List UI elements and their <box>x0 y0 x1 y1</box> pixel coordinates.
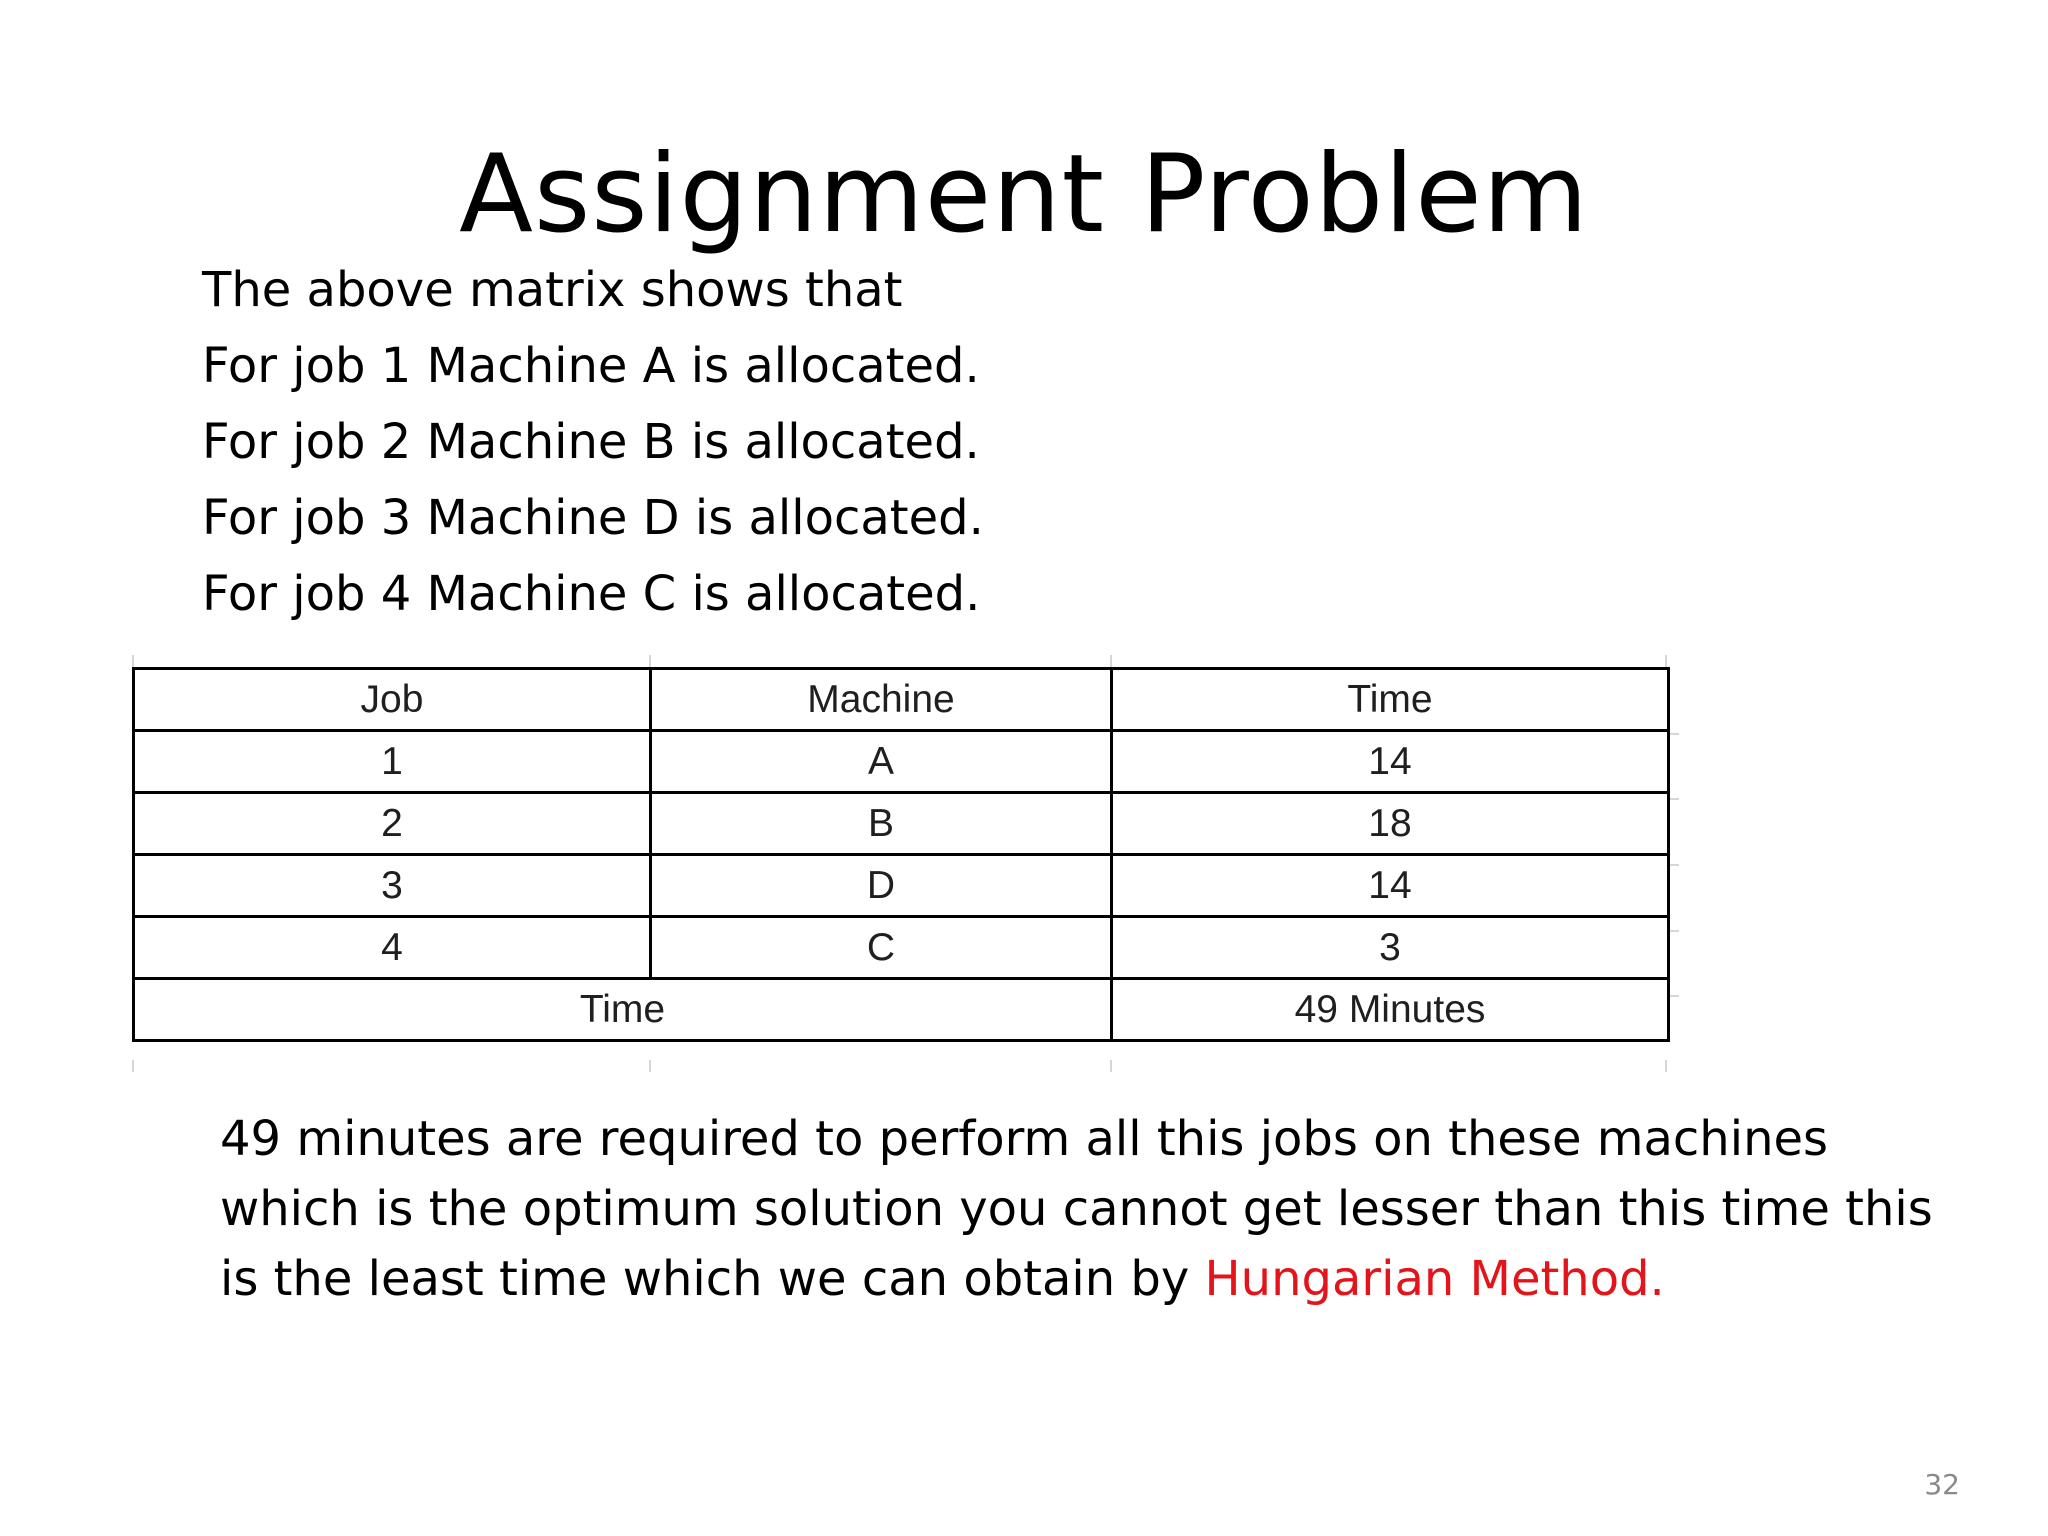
grid-tick <box>1110 1060 1112 1072</box>
table-row <box>134 917 1669 979</box>
intro-line: The above matrix shows that <box>202 262 903 318</box>
cell-job: 2 <box>134 793 651 855</box>
intro-line: For job 1 Machine A is allocated. <box>202 338 980 394</box>
grid-tick <box>649 1060 651 1072</box>
intro-line: For job 4 Machine C is allocated. <box>202 566 981 622</box>
total-value: 49 Minutes <box>1112 979 1669 1041</box>
hungarian-method-highlight: Hungarian Method. <box>1204 1251 1665 1307</box>
header-job: Job <box>134 669 651 731</box>
header-time: Time <box>1112 669 1669 731</box>
header-machine: Machine <box>651 669 1112 731</box>
slide-title: Assignment Problem <box>459 132 1589 257</box>
intro-text <box>202 252 1502 632</box>
page-number: 32 <box>1924 1468 1960 1501</box>
cell-job: 4 <box>134 917 651 979</box>
cell-job: 3 <box>134 855 651 917</box>
intro-line: For job 2 Machine B is allocated. <box>202 414 980 470</box>
table-header-row <box>134 669 1669 731</box>
table-row <box>134 793 1669 855</box>
grid-tick <box>1665 1060 1667 1072</box>
summary-text: 49 minutes are required to perform all this jobs on these machines which is the optimum solution you cannot get lesser than this time this is the least time which we can obtain by <box>220 1111 1933 1307</box>
grid-tick <box>132 655 134 667</box>
grid-tick <box>649 655 651 667</box>
cell-machine: D <box>651 855 1112 917</box>
summary-paragraph <box>220 1104 1980 1314</box>
grid-tick <box>1665 655 1667 667</box>
cell-machine: A <box>651 731 1112 793</box>
cell-time: 3 <box>1112 917 1669 979</box>
cell-time: 14 <box>1112 855 1669 917</box>
table-total-row <box>134 979 1669 1041</box>
intro-line: For job 3 Machine D is allocated. <box>202 490 984 546</box>
cell-machine: B <box>651 793 1112 855</box>
assignment-table <box>132 667 1670 1042</box>
cell-machine: C <box>651 917 1112 979</box>
cell-time: 14 <box>1112 731 1669 793</box>
table-row <box>134 855 1669 917</box>
grid-tick <box>132 1060 134 1072</box>
total-label: Time <box>134 979 1112 1041</box>
grid-tick <box>1110 655 1112 667</box>
table-row <box>134 731 1669 793</box>
cell-time: 18 <box>1112 793 1669 855</box>
cell-job: 1 <box>134 731 651 793</box>
